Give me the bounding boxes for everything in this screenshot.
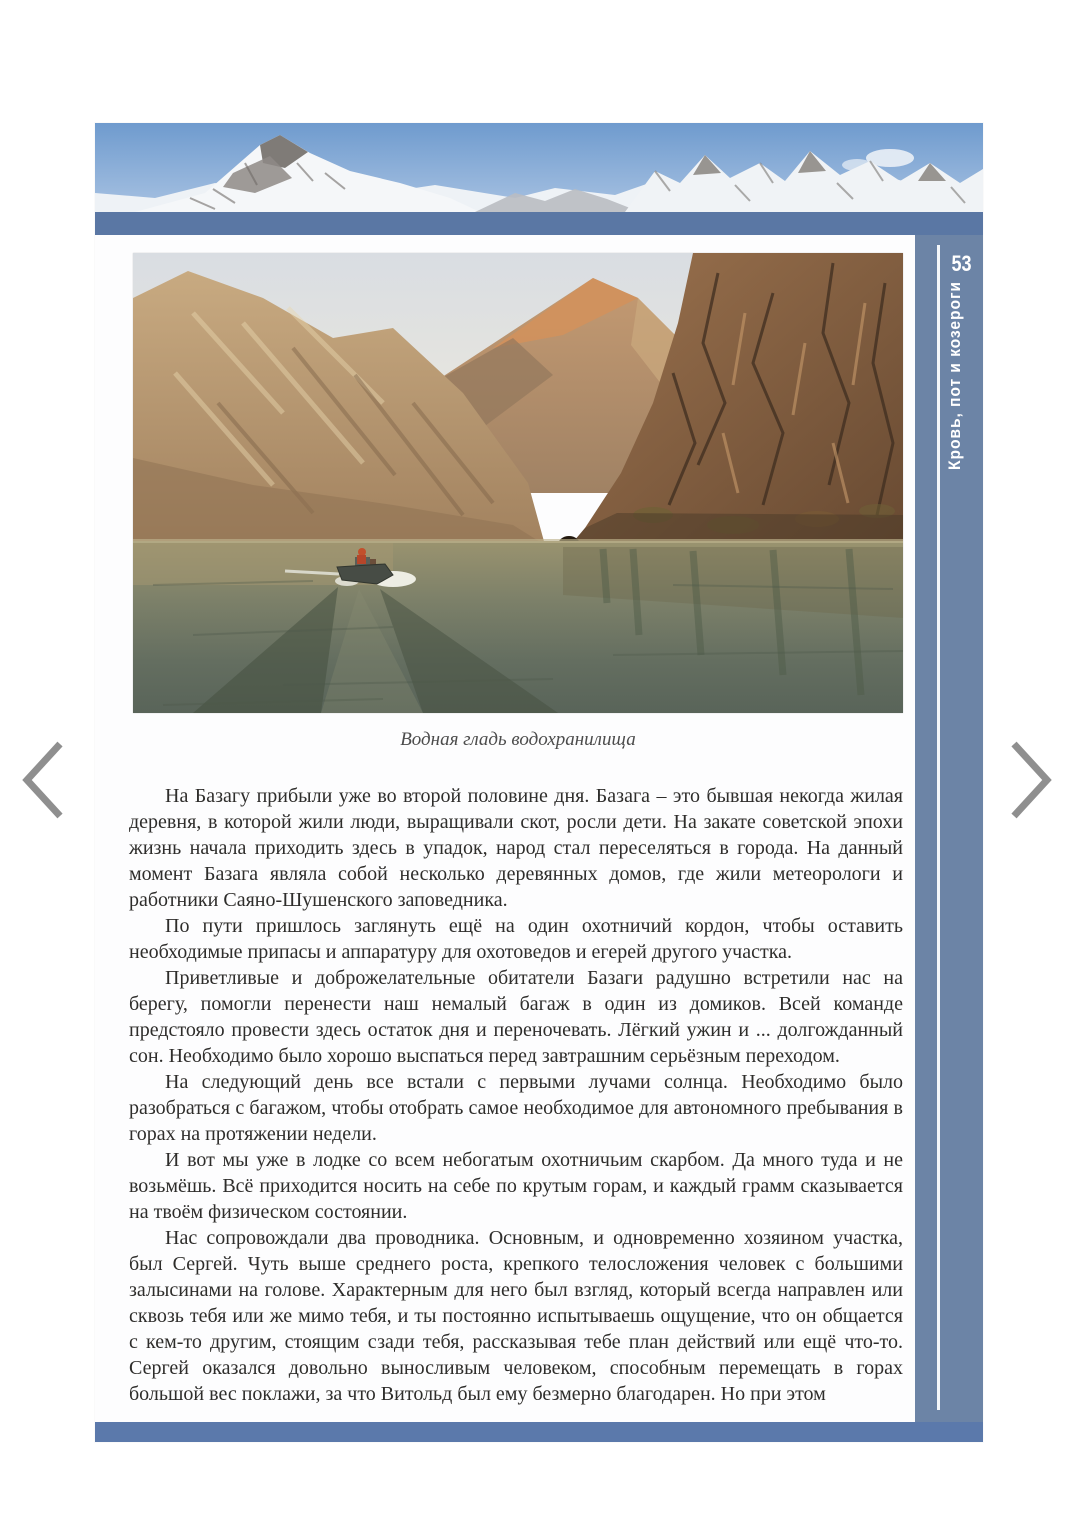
page-content xyxy=(95,235,915,1422)
paragraph: Приветливые и доброжелательные обитатели Базаги радушно встретили нас на берегу, помогли перенести наш немалый багаж в один из домиков. Всей команде предстояло провести здесь остаток дня и переночевать. Лёгкий ужин и ... долгожданный сон. Необходимо было хорошо выспаться перед завтрашним серьёзным переходом. xyxy=(129,967,903,1067)
page-number: 53 xyxy=(951,251,972,276)
sidebar-divider-line xyxy=(937,245,940,1410)
chevron-right-icon xyxy=(1008,740,1056,820)
book-page xyxy=(95,123,983,1442)
bottom-band xyxy=(95,1422,983,1442)
top-band xyxy=(95,212,983,235)
chapter-title: Кровь, пот и козероги xyxy=(945,281,964,470)
body-text xyxy=(95,783,915,1407)
photo-caption: Водная гладь водохранилища xyxy=(400,729,636,750)
prev-page-button[interactable] xyxy=(18,740,66,820)
paragraph: Нас сопровождали два проводника. Основным, и одновременно хозяином участка, был Сергей. Чуть выше среднего роста, крепкого телосложения человек с большими залысинами на голове. Характерным для него был взгляд, который всегда направлен или сквозь тебя или же мимо тебя, и ты постоянно испытываешь ощущение, что он общается с кем-то другим, стоящим сзади тебя, рассказывая тебе план действий или ещё что-то. Сергей оказался довольно выносливым человеком, способным перемещать в горах большой вес поклажи, за что Витольд был ему безмерно благодарен. Но при этом xyxy=(129,1227,903,1405)
paragraph: По пути пришлось заглянуть ещё на один охотничий кордон, чтобы оставить необходимые припасы и аппаратуру для охотоведов и егерей другого участка. xyxy=(129,915,903,963)
main-photo xyxy=(133,253,903,713)
page-sidebar xyxy=(915,235,983,1422)
next-page-button[interactable] xyxy=(1008,740,1056,820)
banner-image xyxy=(95,123,983,212)
paragraph: На Базагу прибыли уже во второй половине дня. Базага – это бывшая некогда жилая деревня, в которой жили люди, выращивали скот, росли дети. На закате советской эпохи жизнь начала приходить здесь в упадок, народ стал переселяться в города. На данный момент Базага являла собой несколько деревянных домов, где жили метеорологи и работники Саяно-Шушенского заповедника. xyxy=(129,785,903,911)
chevron-left-icon xyxy=(18,740,66,820)
paragraph: На следующий день все встали с первыми лучами солнца. Необходимо было разобраться с багажом, чтобы отобрать самое необходимое для автономного пребывания в горах на протяжении недели. xyxy=(129,1071,903,1145)
paragraph: И вот мы уже в лодке со всем небогатым охотничьим скарбом. Да много туда и не возьмёшь. Всё приходится носить на себе по крутым горам, и каждый грамм сказывается на твоём физическом состоянии. xyxy=(129,1149,903,1223)
